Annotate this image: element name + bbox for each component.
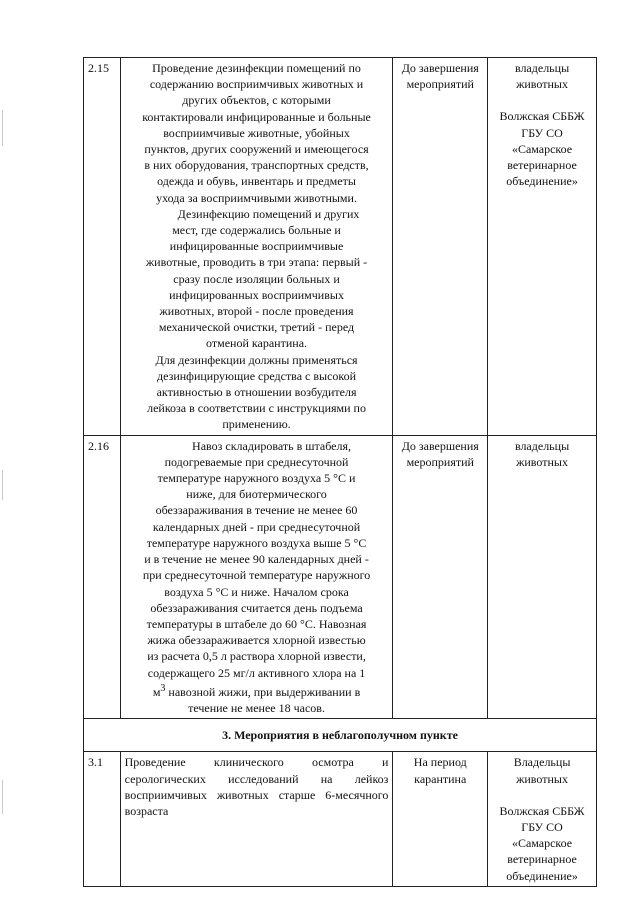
desc-line: одежда и обувь, инвентарь и предметы <box>157 174 356 189</box>
measures-table <box>83 57 597 887</box>
desc-line: ниже, для биотермического <box>186 487 327 502</box>
measure-description <box>120 752 393 886</box>
desc-line: подогреваемые при среднесуточной <box>164 454 349 469</box>
desc-line: воздуха 5 °С и ниже. Началом срока <box>164 584 349 599</box>
spacer <box>492 787 592 803</box>
desc-line: при среднесуточной температуре наружного <box>142 568 371 583</box>
section-title: 3. Мероприятия в неблагополучном пункте <box>84 719 597 752</box>
desc-line: инфицированные восприимчивые <box>169 239 344 254</box>
responsible-owners: Владельцы животных <box>513 755 571 786</box>
desc-line: температуры в штабеле до 60 °С. Навозная <box>146 616 367 631</box>
desc-line: ухода за восприимчивыми животными. <box>156 190 357 205</box>
desc-line: календарных дней - при среднесуточной <box>152 519 361 534</box>
desc-line: в них оборудования, транспортных средств, <box>144 158 369 173</box>
desc-line: лейкоза в соответствии с инструкциями по <box>147 401 366 416</box>
desc-line: пунктов, других сооружений и имеющегося <box>144 142 369 157</box>
desc-m3-sup: 3 <box>160 682 166 694</box>
scan-edge-line <box>2 470 3 500</box>
desc-line: Навоз складировать в штабеля, <box>192 438 352 453</box>
desc-line: температуре наружного воздуха 5 °С и <box>157 471 356 486</box>
responsible-cell <box>488 58 597 436</box>
desc-line: животных, второй - после проведения <box>159 304 354 319</box>
desc-line: течение не менее 18 часов. <box>188 700 325 715</box>
desc-line: активностью в отношении возбудителя <box>156 385 357 400</box>
desc-line: отменой карантина. <box>206 336 308 351</box>
table-row <box>84 752 597 886</box>
desc-line: содержанию восприимчивых животных и <box>149 77 364 92</box>
responsible-cell: владельцы животных <box>488 435 597 718</box>
desc-line: Для дезинфекции должны применяться <box>155 352 358 367</box>
responsible-owners: владельцы животных <box>514 61 570 92</box>
row-number: 2.15 <box>84 58 121 436</box>
desc-line: мест, где содержались больные и <box>172 223 341 238</box>
desc-line: Дезинфекцию помещений и других <box>177 206 360 221</box>
table-row <box>84 435 597 718</box>
desc-line: содержащего 25 мг/л активного хлора на 1 <box>147 665 366 680</box>
responsible-organization: Волжская СББЖ ГБУ СО «Самарское ветеринарное объединение» <box>499 803 585 883</box>
desc-line: контактировали инфицированные и больные <box>142 109 371 124</box>
desc-line: обеззараживания в течение не менее 60 <box>155 503 358 518</box>
desc-line <box>125 681 389 700</box>
responsible-organization: Волжская СББЖ ГБУ СО «Самарское ветеринарное объединение» <box>499 109 585 189</box>
table-row <box>84 58 597 436</box>
desc-line: механической очистки, третий - перед <box>158 320 355 335</box>
desc-line: других объектов, с которыми <box>182 93 331 108</box>
desc-line: сразу после изоляции больных и <box>173 271 340 286</box>
scan-edge-line <box>2 780 3 814</box>
desc-line: жижа обеззараживается хлорной известью <box>147 633 366 648</box>
desc-line: температуре наружного воздуха выше 5 °С <box>146 535 367 550</box>
section-row <box>84 719 597 752</box>
desc-line: животные, проводить в три этапа: первый - <box>145 255 368 270</box>
measure-description <box>120 58 393 436</box>
measure-description <box>120 435 393 718</box>
desc-line: дезинфицирующие средства с высокой <box>157 368 357 383</box>
spacer <box>492 92 592 108</box>
term-cell: До завершения мероприятий <box>393 435 488 718</box>
term-cell: До завершения мероприятий <box>393 58 488 436</box>
term-cell: На период карантина <box>393 752 488 886</box>
responsible-cell <box>488 752 597 886</box>
desc-line: инфицированных восприимчивых <box>169 287 344 302</box>
desc-line: восприимчивые животные, убойных <box>163 125 350 140</box>
desc-line: применению. <box>222 417 291 432</box>
desc-m3: м <box>152 684 161 699</box>
desc-paragraph: Проведение клинического осмотра и серологических исследований на лейкоз восприимчивых животных старше 6-месячного возраста <box>124 755 389 818</box>
desc-line: Проведение дезинфекции помещений по <box>152 61 361 75</box>
desc-m3-rest: навозной жижи, при выдерживании в <box>165 684 361 699</box>
desc-line: из расчета 0,5 л раствора хлорной извести, <box>147 649 366 664</box>
desc-line: обеззараживания считается день подъема <box>150 600 363 615</box>
scan-edge-line <box>2 110 3 146</box>
desc-line: и в течение не менее 90 календарных дней - <box>144 552 369 567</box>
row-number: 2.16 <box>84 435 121 718</box>
row-number: 3.1 <box>84 752 121 886</box>
